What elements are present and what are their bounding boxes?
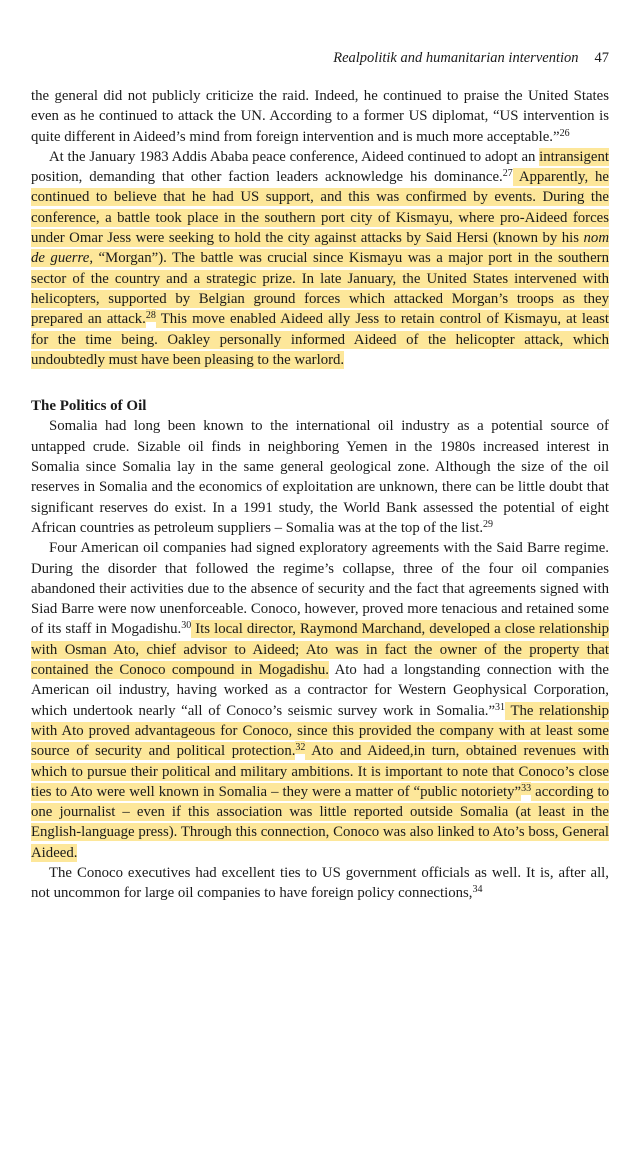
running-head bbox=[333, 50, 609, 67]
footnote-ref-30: 30 bbox=[181, 620, 192, 632]
page-body bbox=[31, 86, 609, 904]
paragraph-5 bbox=[31, 863, 609, 904]
paragraph-1-text: the general did not publicly criticize the raid. Indeed, he continued to praise the United States even as he continued to attack the UN. According to a former US diplomat, “US intervention is quite different in Aideed’s mind from foreign intervention and is much more acceptable.” bbox=[31, 88, 609, 145]
paragraph-2-text-1: At the January 1983 Addis Ababa peace conference, Aideed continued to adopt an bbox=[49, 148, 540, 165]
paragraph-3 bbox=[31, 416, 609, 538]
highlight-us-support: Apparently, he continued to believe that he had US support, and this was confirmed by events. During the conference, a battle took place in the southern port city of Kismayu, where pro-Aideed forces under Omar Jess were seeking to hold the city against attacks by Said Hersi (known by his bbox=[31, 169, 609, 247]
highlight-marchand-ato: Its local director, Raymond Marchand, developed a close relationship with Osman Ato, chief advisor to Aideed; Ato was in fact the owner of the property that contained the Conoco compound in Mogadishu. bbox=[31, 621, 609, 679]
highlight-kismayu-battle: , “Morgan”). The battle was crucial since Kismayu was a major port in the southern sector of the country and a strategic prize. In late January, the United States intervened with helicopters, supported by Belgian ground forces which attacked Morgan’s troops as they prepared an attack. bbox=[31, 250, 609, 328]
footnote-ref-26: 26 bbox=[559, 127, 570, 139]
footnote-ref-28: 28 bbox=[145, 310, 156, 322]
running-head-title-italic: Realpolitik bbox=[333, 50, 397, 66]
highlight-public-notoriety: Ato and Aideed,in turn, obtained revenues with which to pursue their political and military ambitions. It is important to note that Conoco’s close ties to Ato were well known in Somalia – they were a matter of “public notoriety” bbox=[31, 743, 609, 800]
highlight-ato-advantage: The relationship with Ato proved advantageous for Conoco, since this provided the company with at least some source of security and political protection. bbox=[31, 702, 610, 760]
highlight-intransigent: intransigent bbox=[539, 148, 609, 165]
highlight-general-aideed: according to one journalist – even if this association was little reported outside Somalia (at least in the English-language press). Through this connection, Conoco was also linked to Ato’s boss, General Aideed. bbox=[31, 783, 609, 861]
paragraph-4-text-2: Ato had a longstanding connection with the American oil industry, having worked as a contractor for Western Geophysical Corporation, which undertook nearly “all of Conoco’s seismic survey work in Somalia.” bbox=[31, 662, 609, 719]
paragraph-2 bbox=[31, 147, 609, 370]
paragraph-4-text-1: Four American oil companies had signed exploratory agreements with the Said Barre regime. During the disorder that followed the regime’s collapse, three of the four oil companies abandoned their activities due to the absence of security and the fact that agreements signed with Siad Barre were now unenforceable. Conoco, however, proved more tenacious and retained some of its staff in Mogadishu. bbox=[31, 540, 609, 638]
section-heading: The Politics of Oil bbox=[31, 398, 147, 415]
paragraph-3-text: Somalia had long been known to the international oil industry as a potential source of untapped crude. Sizable oil finds in neighboring Yemen in the 1980s increased interest in Somalia since Somalia lay in the same general geological zone. Although the size of the oil reserves in Somalia and the economics of exploitation are unknown, there can be little doubt that significant reserves do exist. In a 1991 study, the World Bank assessed the potential of eight African countries as petroleum suppliers – Somalia was at the top of the list. bbox=[31, 418, 609, 536]
paragraph-5-text: The Conoco executives had excellent ties to US government officials as well. It is, after all, not uncommon for large oil companies to have foreign policy connections, bbox=[31, 864, 609, 902]
highlight-helicopter-attack: This move enabled Aideed ally Jess to retain control of Kismayu, at least for the time being. Oakley personally informed Aideed of the helicopter attack, which undoubtedly must have been pleasing to the warlord. bbox=[31, 311, 610, 368]
footnote-ref-29: 29 bbox=[483, 518, 494, 530]
paragraph-4 bbox=[31, 538, 609, 863]
page-number: 47 bbox=[594, 50, 609, 66]
paragraph-2-text-2: position, demanding that other faction leaders acknowledge his dominance. bbox=[31, 169, 503, 186]
paragraph-1 bbox=[31, 86, 609, 147]
footnote-ref-31: 31 bbox=[495, 701, 506, 713]
footnote-ref-33: 33 bbox=[521, 782, 532, 794]
footnote-ref-27: 27 bbox=[502, 168, 513, 180]
footnote-ref-32: 32 bbox=[295, 742, 306, 754]
running-head-title: and humanitarian intervention bbox=[396, 50, 579, 66]
footnote-ref-34: 34 bbox=[472, 884, 483, 896]
highlight-nom-de-guerre: nom de guerre bbox=[31, 230, 609, 267]
